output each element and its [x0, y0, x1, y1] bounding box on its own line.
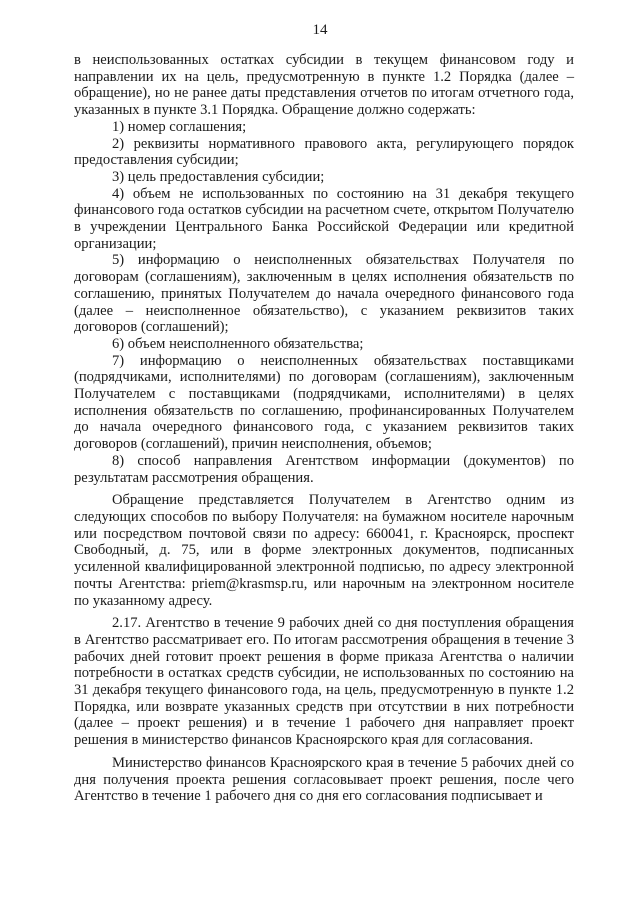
paragraph-2-17: 2.17. Агентство в течение 9 рабочих дней со дня поступления обращения в Агентство рассматривает его. По итогам рассмотрения обращения в течение 3 рабочих дней готовит проект решения в форме приказа Агентства о наличии потребности в остатках средств субсидии, не использованных по состоянию на 31 декабря текущего финансового года, на цель, предусмотренную в пункте 1.2 Порядка, или возврате указанных средств при отсутствии в них потребности (далее – проект решения) и в течение 1 рабочего дня направляет проект решения в министерство финансов Красноярского края для согласования. — [74, 615, 574, 749]
list-item-6: 6) объем неисполненного обязательства; — [112, 335, 364, 352]
page-number: 14 — [312, 22, 328, 38]
list-item-3: 3) цель предоставления субсидии; — [112, 168, 325, 185]
list-item-2: 2) реквизиты нормативного правового акта, регулирующего порядок предоставления субсидии; — [74, 135, 574, 169]
list-item-5: 5) информацию о неисполненных обязательствах Получателя по договорам (соглашениям), заключенным в целях исполнения обязательств по соглашению, принятых Получателем до начала очередного финансового года (далее – неисполненное обязательство), с указанием реквизитов таких договоров (соглашений); — [74, 252, 574, 336]
list-item-1: 1) номер соглашения; — [112, 118, 247, 135]
paragraph-continuation: в неиспользованных остатках субсидии в текущем финансовом году и направлении их на цель, предусмотренную в пункте 1.2 Порядка (далее – обращение), но не ранее даты представления отчетов по итогам отчетного года, указанных в пункте 3.1 Порядка. Обращение должно содержать: — [74, 52, 574, 119]
document-body — [74, 52, 574, 805]
list-item-8: 8) способ направления Агентством информации (документов) по результатам рассмотрения обращения. — [74, 452, 574, 486]
list-item-7: 7) информацию о неисполненных обязательствах поставщиками (подрядчиками, исполнителями) по договорам (соглашениям), заключенным Получателем с поставщиками (подрядчиками, исполнителями) в целях исполнения обязательств по соглашению, профинансированных Получателем до начала очередного финансового года, с указанием реквизитов таких договоров (соглашений), причин неисполнения, объемов; — [74, 352, 574, 453]
list-item-4: 4) объем не использованных по состоянию на 31 декабря текущего финансового года остатков субсидии на расчетном счете, открытом Получателю в учреждении Центрального Банка Российской Федерации или кредитной организации; — [74, 185, 574, 252]
paragraph-submission: Обращение представляется Получателем в Агентство одним из следующих способов по выбору Получателя: на бумажном носителе нарочным или посредством почтовой связи по адресу: 660041, г. Красноярск, проспект Свободный, д. 75, или в форме электронных документов, подписанных усиленной квалифицированной электронной подписью, по адресу электронной почты Агентства: priem@krasmsp.ru, или нарочным на электронном носителе по указанному адресу. — [74, 492, 574, 609]
paragraph-ministry: Министерство финансов Красноярского края в течение 5 рабочих дней со дня получения проекта решения согласовывает проект решения, после чего Агентство в течение 1 рабочего дня со дня его согласования подписывает и — [74, 754, 574, 805]
